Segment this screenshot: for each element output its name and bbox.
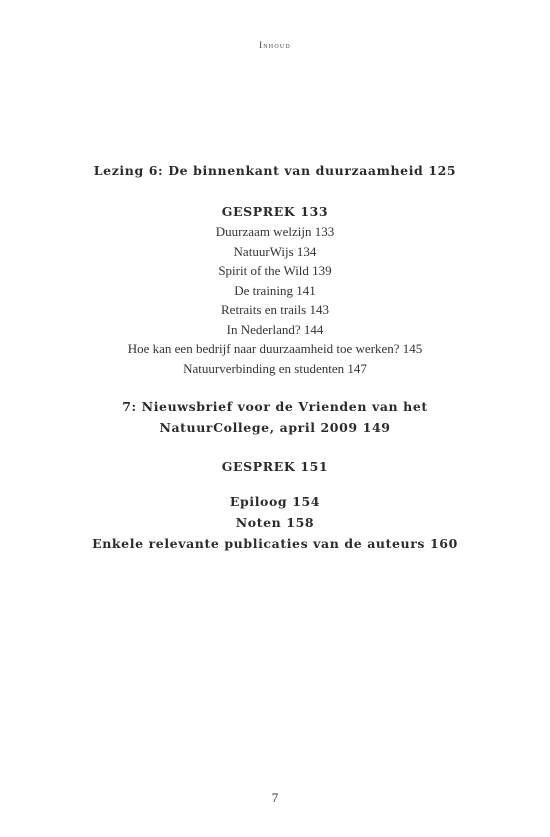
toc-entry-noten: Noten 158 <box>235 515 315 530</box>
toc-entry-gesprek-151: GESPREK 151 <box>221 459 329 474</box>
page-number: 7 <box>271 790 279 805</box>
toc-subentry: Natuurverbinding en studenten 147 <box>183 360 367 376</box>
running-head: Inhoud <box>259 40 291 50</box>
toc-entry-lezing-6: Lezing 6: De binnenkant van duurzaamheid 125 <box>93 163 457 178</box>
toc-entry-publicaties: Enkele relevante publicaties van de auteurs 160 <box>92 536 458 551</box>
toc-entry-nieuwsbrief-line-2: NatuurCollege, april 2009 149 <box>159 420 391 435</box>
toc-entry-nieuwsbrief-line-1: 7: Nieuwsbrief voor de Vrienden van het <box>122 399 428 414</box>
toc-subentry: Retraits en trails 143 <box>221 302 329 317</box>
toc-subentry: Hoe kan een bedrijf naar duurzaamheid toe werken? 145 <box>127 341 423 356</box>
toc-subentry: Duurzaam welzijn 133 <box>215 224 335 239</box>
toc-subentry: In Nederland? 144 <box>226 321 324 337</box>
toc-entry-epiloog: Epiloog 154 <box>229 494 321 509</box>
toc-subentry: De training 141 <box>234 282 316 298</box>
table-of-contents <box>0 160 550 554</box>
toc-subentry: Spirit of the Wild 139 <box>218 263 332 278</box>
toc-entry-gesprek-133: GESPREK 133 <box>221 204 329 219</box>
toc-subentry: NatuurWijs 134 <box>233 243 317 259</box>
